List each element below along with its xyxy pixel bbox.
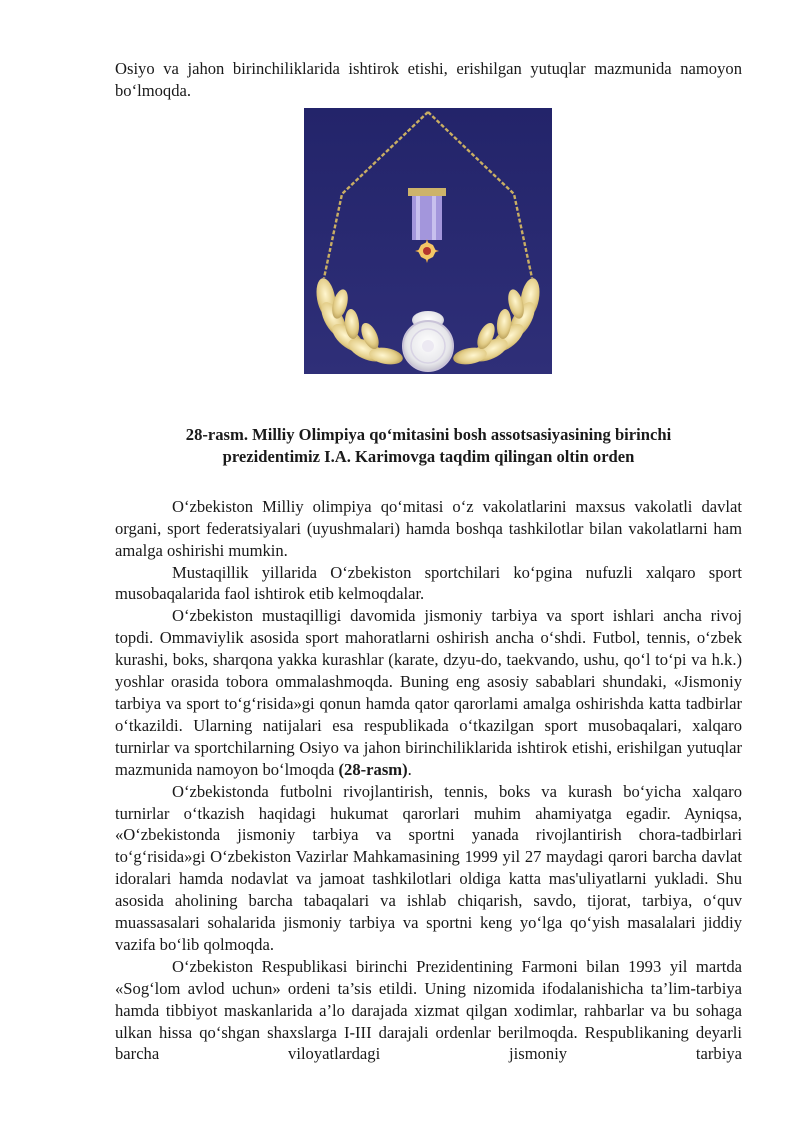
figure-caption [115, 424, 742, 468]
document-page [115, 58, 742, 1065]
caption-line-1: 28-rasm. Milliy Olimpiya qo‘mitasini bosh assotsasiyasining birinchi [185, 424, 672, 444]
figure-reference: (28-rasm) [338, 759, 408, 779]
gold-order-photo [304, 108, 552, 374]
paragraph-4: O‘zbekistonda futbolni rivojlantirish, tennis, boks va kurash bo‘yicha xalqaro turnirlar o‘tkazish haqidagi hukumat qarorlari muhim ahamiyatga egadir. Ayniqsa, «O‘zbekistonda jismoniy tarbiya va sportni yanada rivojlantirish chora-tadbirlari to‘g‘risida»gi O‘zbekiston Vazirlar Mahkamasining 1999 yil 27 maydagi qarori barcha davlat idoralari hamda nodavlat va jamoat tashkilotlari oldiga katta mas'uliyatlarni yukladi. Shu asosida aholining barcha tabaqalari va ishlab chiqarish, savdo, tijorat, tarbiya, o‘quv muassasalari sohalarida jismoniy tarbiya va sportni keng yo‘lga qo‘yish masalalari jiddiy vazifa bo‘lib qolmoqda. [115, 781, 742, 954]
paragraph-5: O‘zbekiston Respublikasi birinchi Prezidentining Farmoni bilan 1993 yil martda «Sog‘lom avlod uchun» ordeni ta’sis etildi. Uning nizomida ifodalanishicha ta’lim-tarbiya hamda tibbiyot maskanlarida a’lo darajada xizmat qilgan xodimlar, rahbarlar va bu sohaga ulkan hissa qo‘shgan shaxslarga I-III darajali ordenlar berilmoqda. Respublikaning deyarli barcha viloyatlardagi jismoniy tarbiya [115, 956, 742, 1064]
paragraph-3-text: O‘zbekiston mustaqilligi davomida jismoniy tarbiya va sport ishlari ancha rivoj topdi. Ommaviylik asosida sport mahoratlarni oshirish ancha o‘shdi. Futbol, tennis, o‘zbek kurashi, boks, sharqona yakka kurashlar (karate, dzyu-do, taekvando, ushu, qo‘l to‘pi va h.k.) yoshlar orasida tobora ommalashmoqda. Buning eng asosiy sabablari shundaki, «Jismoniy tarbiya va sport to‘g‘risida»gi qonun hamda qator qarorlami amalga oshirishda katta tadbirlar o‘tkazildi. Ularning natijalari esa respublikada o‘tkazilgan sport musobaqalari, xalqaro turnirlar va sportchilarning Osiyo va jahon birinchiliklarida ishtirok etishi, erishilgan yutuqlar mazmunida namoyon bo‘lmoqda [115, 606, 742, 779]
paragraph-3 [115, 605, 742, 780]
caption-line-2: prezidentimiz I.A. Karimovga taqdim qilingan oltin orden [222, 446, 635, 466]
figure-28 [115, 108, 742, 420]
intro-paragraph: Osiyo va jahon birinchiliklarida ishtirok etishi, erishilgan yutuqlar mazmunida namoyon bo‘lmoqda. [115, 59, 742, 100]
paragraph-1: O‘zbekiston Milliy olimpiya qo‘mitasi o‘z vakolatlarini maxsus vakolatli davlat organi, sport federatsiyalari (uyushmalari) hamda boshqa tashkilotlar bilan vakolatlarni ham amalga oshirishi mumkin. [115, 496, 742, 560]
paragraph-3-end: . [407, 759, 412, 779]
paragraph-2: Mustaqillik yillarida O‘zbekiston sportchilari ko‘pgina nufuzli xalqaro sport musobaqalarida faol ishtirok etib kelmoqdalar. [115, 562, 742, 604]
